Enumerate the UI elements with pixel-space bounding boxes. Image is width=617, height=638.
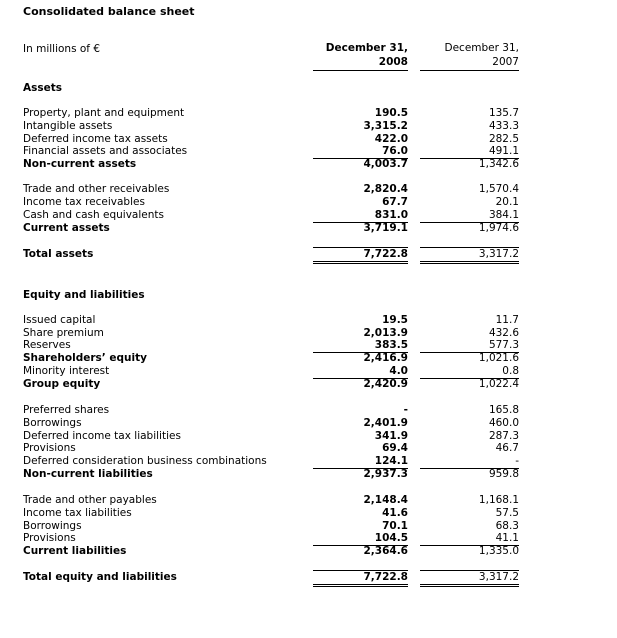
value-2008: 4.0 (313, 365, 408, 379)
value-2007: 11.7 (495, 314, 519, 326)
row-label: Income tax liabilities (23, 507, 132, 519)
value-2007: 1,974.6 (478, 222, 519, 234)
row-label: Non-current liabilities (23, 468, 153, 480)
value-2007: 491.1 (420, 145, 519, 159)
value-2008: 2,416.9 (363, 352, 408, 364)
value-2008: 341.9 (374, 430, 408, 442)
row-label: Preferred shares (23, 404, 110, 416)
value-2008: 69.4 (382, 442, 408, 454)
row-label: Trade and other receivables (23, 183, 170, 195)
table-row (0, 417, 617, 430)
units-label: In millions of € (23, 43, 101, 55)
value-2007: 41.1 (420, 532, 519, 546)
value-2008: 2,013.9 (363, 327, 408, 339)
table-row (0, 571, 617, 584)
row-label: Issued capital (23, 314, 96, 326)
value-2008: 41.6 (382, 507, 408, 519)
table-row (0, 209, 617, 222)
page-title: Consolidated balance sheet (23, 5, 195, 18)
value-2007: 460.0 (488, 417, 519, 429)
value-2007: 959.8 (488, 468, 519, 480)
value-2007: 20.1 (495, 196, 519, 208)
table-row (0, 158, 617, 171)
value-2008: 2,364.6 (363, 545, 408, 557)
value-2008: 104.5 (313, 532, 408, 546)
value-2008: 19.5 (382, 314, 408, 326)
row-label: Financial assets and associates (23, 145, 188, 157)
total-topline-2007 (420, 247, 519, 248)
row-label: Current liabilities (23, 545, 127, 557)
total-double-underline-2007 (420, 584, 519, 587)
value-2007: 165.8 (488, 404, 519, 416)
value-2008: 4,003.7 (363, 158, 408, 170)
value-2007: 287.3 (488, 430, 519, 442)
column-header-2008-line1: December 31, (325, 42, 408, 54)
value-2007: 46.7 (495, 442, 519, 454)
table-row (0, 442, 617, 455)
value-2007: 1,335.0 (478, 545, 519, 557)
value-2007: 1,021.6 (478, 352, 519, 364)
column-header-2008 (313, 41, 408, 69)
column-header-2007: December 31, 2007 (444, 42, 519, 68)
table-row (0, 468, 617, 481)
value-2007: 577.3 (420, 339, 519, 353)
row-label: Shareholders’ equity (23, 352, 147, 364)
value-2008: 2,937.3 (363, 468, 408, 480)
row-label: Non-current assets (23, 158, 137, 170)
value-2007: 282.5 (488, 133, 519, 145)
value-2008: 3,719.1 (363, 222, 408, 234)
value-2007: 432.6 (488, 327, 519, 339)
row-label: Borrowings (23, 520, 82, 532)
row-label: Provisions (23, 442, 76, 454)
row-label: Current assets (23, 222, 110, 234)
value-2007: 3,317.2 (478, 571, 519, 583)
value-2007: 0.8 (420, 365, 519, 379)
table-row (0, 532, 617, 545)
table-row (0, 107, 617, 120)
table-row (0, 145, 617, 158)
total-topline-2008 (313, 247, 408, 248)
assets-heading: Assets (23, 82, 63, 94)
table-row (0, 222, 617, 235)
header-underline-2008 (313, 70, 408, 71)
table-row (0, 339, 617, 352)
table-row (0, 352, 617, 365)
row-label: Deferred income tax liabilities (23, 430, 181, 442)
value-2007: 1,168.1 (478, 494, 519, 506)
value-2008: 422.0 (374, 133, 408, 145)
table-row (0, 196, 617, 209)
table-row (0, 404, 617, 417)
value-2008: 3,315.2 (363, 120, 408, 132)
value-2008: 70.1 (382, 520, 408, 532)
value-2007: 1,022.4 (478, 378, 519, 390)
value-2008: 2,148.4 (363, 494, 408, 506)
value-2007: 384.1 (420, 209, 519, 223)
row-label: Income tax receivables (23, 196, 145, 208)
value-2008: 383.5 (313, 339, 408, 353)
value-2008: 190.5 (374, 107, 408, 119)
column-header-2008-line2: 2008 (378, 56, 408, 68)
row-label: Deferred income tax assets (23, 133, 168, 145)
row-label: Share premium (23, 327, 104, 339)
table-row (0, 314, 617, 327)
value-2008: 124.1 (313, 455, 408, 469)
row-label: Provisions (23, 532, 76, 544)
value-2008: - (403, 404, 408, 416)
table-row (0, 507, 617, 520)
value-2007: 1,570.4 (478, 183, 519, 195)
table-row (0, 248, 617, 261)
value-2008: 76.0 (313, 145, 408, 159)
row-label: Cash and cash equivalents (23, 209, 164, 221)
total-topline-2007 (420, 570, 519, 571)
value-2008: 2,420.9 (363, 378, 408, 390)
row-label: Borrowings (23, 417, 82, 429)
table-row (0, 365, 617, 378)
row-label: Minority interest (23, 365, 110, 377)
value-2007: 57.5 (495, 507, 519, 519)
value-2008: 7,722.8 (363, 571, 408, 583)
value-2007: 1,342.6 (478, 158, 519, 170)
total-double-underline-2008 (313, 261, 408, 264)
total-double-underline-2008 (313, 584, 408, 587)
row-label: Property, plant and equipment (23, 107, 185, 119)
table-row (0, 183, 617, 196)
table-row (0, 378, 617, 391)
total-topline-2008 (313, 570, 408, 571)
table-row (0, 120, 617, 133)
row-label: Reserves (23, 339, 71, 351)
value-2007: 3,317.2 (478, 248, 519, 260)
value-2008: 2,820.4 (363, 183, 408, 195)
equity-heading: Equity and liabilities (23, 289, 145, 301)
row-label: Group equity (23, 378, 101, 390)
total-double-underline-2007 (420, 261, 519, 264)
row-label: Total assets (23, 248, 94, 260)
row-label: Total equity and liabilities (23, 571, 177, 583)
value-2008: 2,401.9 (363, 417, 408, 429)
value-2008: 7,722.8 (363, 248, 408, 260)
value-2008: 831.0 (313, 209, 408, 223)
value-2007: 135.7 (488, 107, 519, 119)
value-2007: 433.3 (488, 120, 519, 132)
table-row (0, 455, 617, 468)
row-label: Intangible assets (23, 120, 113, 132)
value-2007: 68.3 (495, 520, 519, 532)
table-row (0, 545, 617, 558)
table-row (0, 494, 617, 507)
header-underline-2007 (420, 70, 519, 71)
row-label: Deferred consideration business combinations (23, 455, 267, 467)
value-2007: - (420, 455, 519, 469)
value-2008: 67.7 (382, 196, 408, 208)
row-label: Trade and other payables (23, 494, 157, 506)
